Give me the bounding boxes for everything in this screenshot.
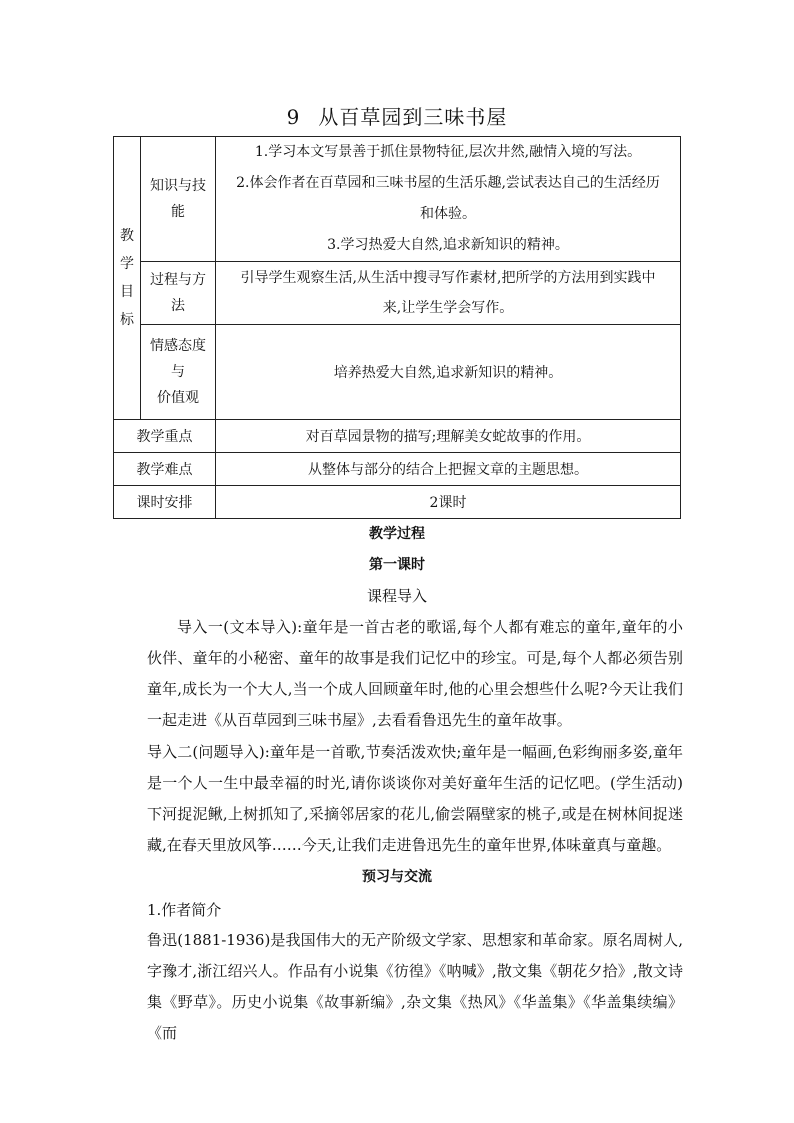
author-heading: 1.作者简介 <box>147 901 222 919</box>
summary-label: 教学重点 <box>114 420 216 453</box>
lesson-heading: 第一课时 <box>369 557 425 573</box>
objective-row-emotion <box>114 325 681 420</box>
objective-content: 1.学习本文写景善于抓住景物特征,层次井然,融情入境的写法。 2.体会作者在百草园和三味书屋的生活乐趣,尝试表达自己的生活经历 和体验。 3.学习热爱大自然,追求新知识的精神。 <box>216 137 681 262</box>
summary-row-difficulties <box>114 453 681 486</box>
lesson-plan-table <box>113 136 681 519</box>
process-heading: 教学过程 <box>369 526 425 542</box>
summary-label: 课时安排 <box>114 486 216 519</box>
objective-sub-label: 过程与方 法 <box>141 262 216 325</box>
summary-value: 从整体与部分的结合上把握文章的主题思想。 <box>216 453 681 486</box>
summary-value: 2课时 <box>216 486 681 519</box>
preview-heading: 预习与交流 <box>362 869 432 885</box>
intro-paragraph-2: 导入二(问题导入):童年是一首歌,节奏活泼欢快;童年是一幅画,色彩绚丽多姿,童年是一个人一生中最幸福的时光,请你谈谈你对美好童年生活的记忆吧。(学生活动)下河捉泥鳅,上树抓知了,采摘邻居家的花儿,偷尝隔壁家的桃子,或是在树林间捉迷藏,在春天里放风筝……今天,让我们走进鲁迅先生的童年世界,体味童真与童趣。 <box>147 743 683 854</box>
objective-row-knowledge <box>114 137 681 262</box>
lesson-number: 9 <box>286 105 301 129</box>
intro-heading: 课程导入 <box>366 587 427 605</box>
intro-paragraph-1: 导入一(文本导入):童年是一首古老的歌谣,每个人都有难忘的童年,童年的小伙伴、童年的小秘密、童年的故事是我们记忆中的珍宝。可是,每个人都必须告别童年,成长为一个大人,当一个成人回顾童年时,他的心里会想些什么呢?今天让我们一起走进《从百草园到三味书屋》,去看看鲁迅先生的童年故事。 <box>147 618 683 729</box>
objective-row-process <box>114 262 681 325</box>
summary-label: 教学难点 <box>114 453 216 486</box>
objective-content: 培养热爱大自然,追求新知识的精神。 <box>216 325 681 420</box>
summary-row-key-points <box>114 420 681 453</box>
lesson-title <box>0 103 794 131</box>
summary-row-schedule <box>114 486 681 519</box>
objective-sub-label: 知识与技 能 <box>141 137 216 262</box>
lesson-title-text: 从百草园到三味书屋 <box>318 105 508 129</box>
author-paragraph: 鲁迅(1881-1936)是我国伟大的无产阶级文学家、思想家和革命家。原名周树人,字豫才,浙江绍兴人。作品有小说集《彷徨》《呐喊》,散文集《朝花夕拾》,散文诗集《野草》。历史小说集《故事新编》,杂文集《热风》《华盖集》《华盖集续编》《而 <box>147 931 683 1042</box>
summary-value: 对百草园景物的描写;理解美女蛇故事的作用。 <box>216 420 681 453</box>
objective-content: 引导学生观察生活,从生活中搜寻写作素材,把所学的方法用到实践中 来,让学生学会写作。 <box>216 262 681 325</box>
objectives-label: 教 学 目 标 <box>114 137 141 420</box>
objective-sub-label: 情感态度 与 价值观 <box>141 325 216 420</box>
